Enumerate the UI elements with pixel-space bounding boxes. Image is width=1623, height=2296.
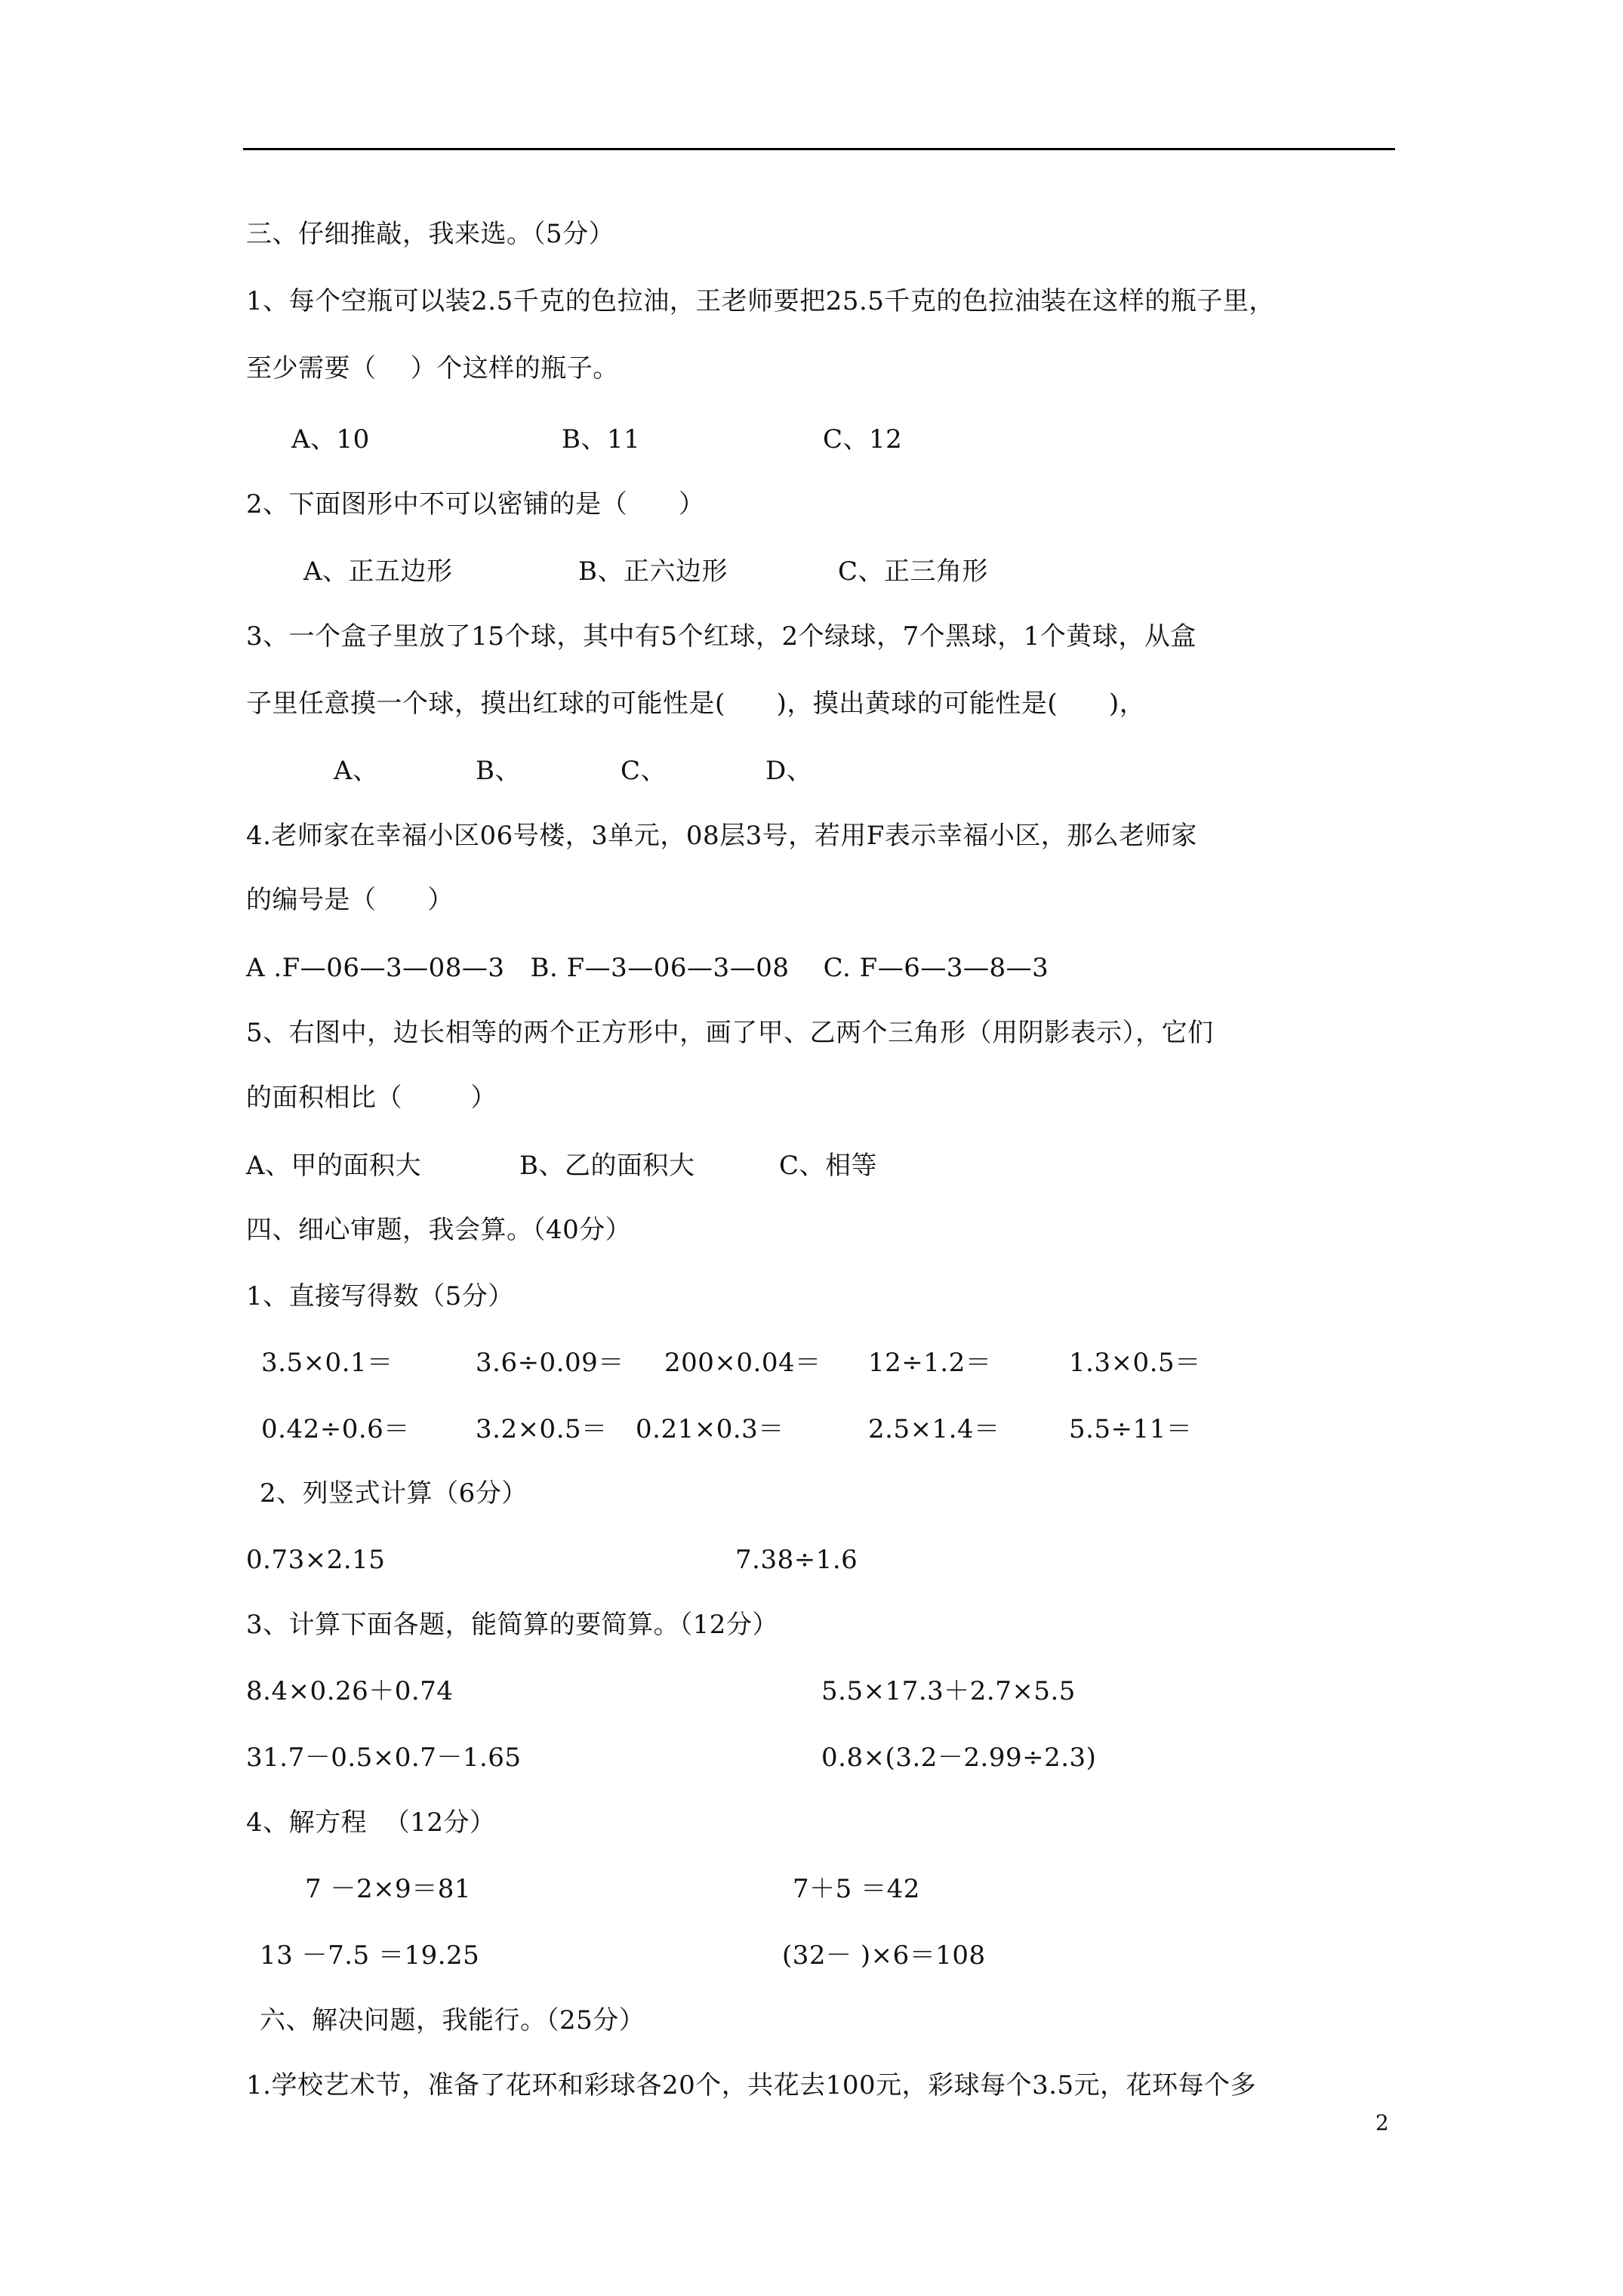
q3-4-text-cont: 的编号是（ ）: [246, 885, 454, 915]
q3-3-option-c: C、: [621, 756, 667, 786]
equation-item: 13 －7.5 ＝19.25: [260, 1940, 480, 1971]
q4-3-heading: 3、计算下面各题，能简算的要简算。（12分）: [246, 1610, 778, 1640]
q3-1-text-cont: 至少需要（ ）个这样的瓶子。: [246, 353, 619, 384]
section-3-heading: 三、仔细推敲，我来选。（5分）: [246, 219, 615, 249]
q3-5-text-cont: 的面积相比（ ）: [246, 1083, 497, 1113]
q4-4-heading: 4、解方程 （12分）: [246, 1808, 496, 1838]
q3-5-option-a: A、甲的面积大: [246, 1151, 422, 1181]
calc-item: 1.3×0.5＝: [1069, 1348, 1201, 1378]
q3-2-option-b: B、正六边形: [578, 556, 728, 587]
q3-5-text: 5、右图中，边长相等的两个正方形中，画了甲、乙两个三角形（用阴影表示），它们: [246, 1018, 1214, 1048]
calc-item: 3.6÷0.09＝: [476, 1348, 624, 1378]
header-rule: [243, 148, 1395, 150]
q3-3-text-cont: 子里任意摸一个球，摸出红球的可能性是( )，摸出黄球的可能性是( )，: [246, 689, 1146, 719]
q3-5-option-b: B、乙的面积大: [519, 1151, 695, 1181]
q3-1-text: 1、每个空瓶可以装2.5千克的色拉油，王老师要把25.5千克的色拉油装在这样的瓶子里，: [246, 286, 1275, 316]
vertical-calc-item: 7.38÷1.6: [735, 1545, 858, 1575]
q3-3-option-b: B、: [476, 756, 521, 786]
section-4-heading: 四、细心审题，我会算。（40分）: [246, 1215, 632, 1245]
q3-3-option-a: A、: [334, 756, 379, 786]
calc-item: 2.5×1.4＝: [868, 1414, 1000, 1444]
q3-4-options: A .F—06—3—08—3 B. F—3—06—3—08 C. F—6—3—8—3: [246, 953, 1049, 983]
section-6-heading: 六、解决问题，我能行。（25分）: [260, 2005, 645, 2036]
calc-item: 3.2×0.5＝: [476, 1414, 608, 1444]
q3-1-option-c: C、12: [823, 424, 903, 455]
simplify-item: 5.5×17.3＋2.7×5.5: [821, 1676, 1076, 1706]
q3-1-option-a: A、10: [291, 424, 370, 455]
simplify-item: 31.7－0.5×0.7－1.65: [246, 1743, 522, 1773]
q6-1-text: 1.学校艺术节，准备了花环和彩球各20个，共花去100元，彩球每个3.5元，花环每个多: [246, 2070, 1257, 2100]
equation-item: (32－ )×6＝108: [782, 1940, 986, 1971]
calc-item: 12÷1.2＝: [868, 1348, 992, 1378]
calc-item: 5.5÷11＝: [1069, 1414, 1193, 1444]
simplify-item: 8.4×0.26＋0.74: [246, 1676, 454, 1706]
q3-2-option-c: C、正三角形: [838, 556, 989, 587]
q4-1-heading: 1、直接写得数（5分）: [246, 1281, 514, 1311]
calc-item: 200×0.04＝: [664, 1348, 821, 1378]
calc-item: 0.42÷0.6＝: [261, 1414, 410, 1444]
q3-2-option-a: A、正五边形: [303, 556, 453, 587]
q3-3-option-d: D、: [765, 756, 813, 786]
vertical-calc-item: 0.73×2.15: [246, 1545, 386, 1575]
q3-5-option-c: C、相等: [779, 1151, 878, 1181]
q4-2-heading: 2、列竖式计算（6分）: [260, 1478, 528, 1509]
calc-item: 0.21×0.3＝: [636, 1414, 784, 1444]
q3-2-text: 2、下面图形中不可以密铺的是（ ）: [246, 489, 705, 519]
q3-1-option-b: B、11: [562, 424, 641, 455]
simplify-item: 0.8×(3.2－2.99÷2.3): [821, 1743, 1097, 1773]
calc-item: 3.5×0.1＝: [261, 1348, 393, 1378]
q3-3-text: 3、一个盒子里放了15个球，其中有5个红球，2个绿球，7个黑球，1个黄球，从盒: [246, 621, 1196, 652]
q3-4-text: 4.老师家在幸福小区06号楼，3单元，08层3号，若用F表示幸福小区，那么老师家: [246, 821, 1197, 851]
equation-item: 7＋5 ＝42: [793, 1874, 920, 1904]
equation-item: 7 －2×9＝81: [305, 1874, 471, 1904]
page-number: 2: [1375, 2110, 1389, 2135]
